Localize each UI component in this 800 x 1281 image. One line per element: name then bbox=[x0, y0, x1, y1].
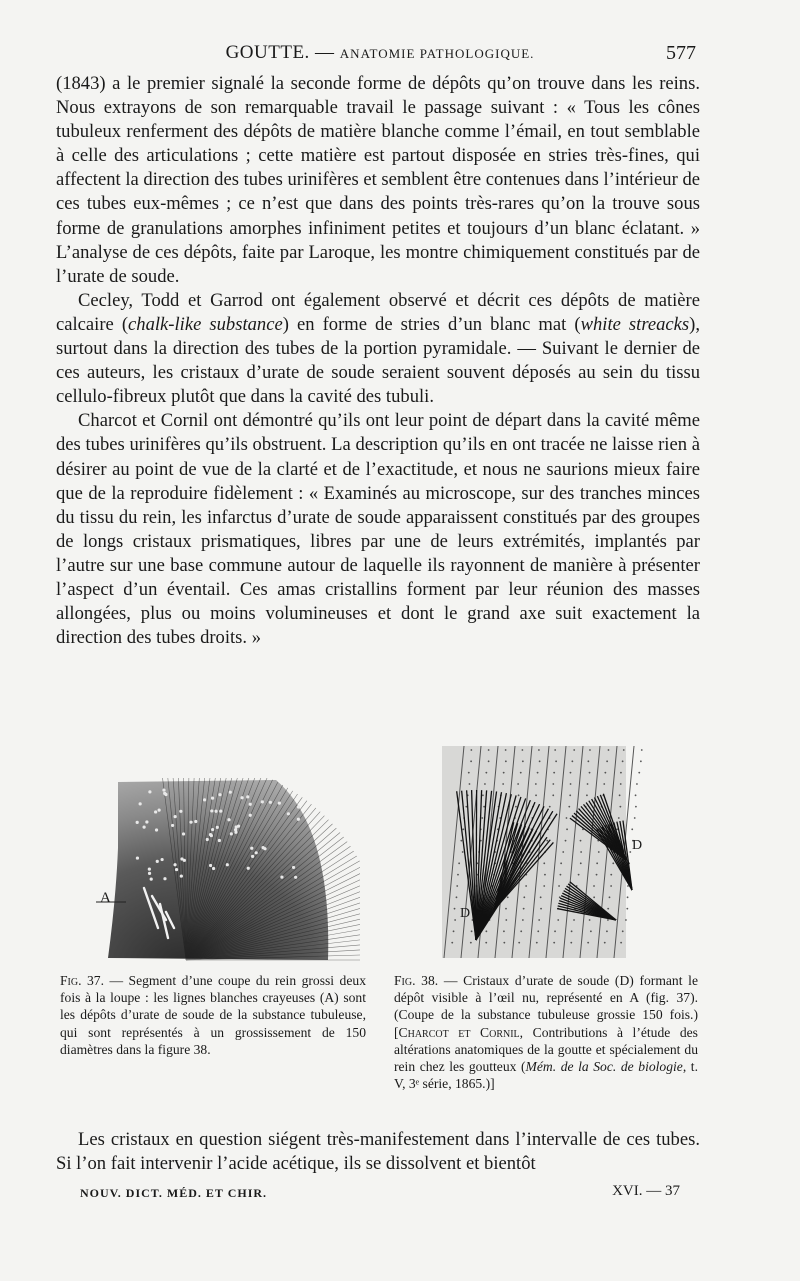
text-run: (1843) a le premier signalé la seconde forme de dépôts qu’on trouve dans les reins. Nous extrayons de son remarquable travail le passage suivant : « Tous les cônes tubuleux renferment des dépôts de matière blanche comme l’émail, en tout semblable à celle des articulations ; cette matière est partout disposée en stries très-fines, qui affectent la direction des tubes urinifères et semblent être contenues dans l’intérieur de ces tubes eux-mêmes ; ce n’est que dans des points très-rares qu’on la trouve sous forme de granulations amorphes infiniment petites et toujours d’un blanc éclatant. » L’analyse de ces dépôts, faite par Laroque, les montre chimiquement constitués par de l’urate de soude. bbox=[56, 73, 700, 287]
text-run: , t. V, 3ᵉ série, 1865.)] bbox=[394, 1059, 698, 1092]
running-header bbox=[60, 42, 700, 66]
body-text-top bbox=[56, 72, 700, 650]
figure-38-caption bbox=[394, 972, 698, 1092]
figure-38-label-d-right: D bbox=[632, 838, 643, 853]
italic-text: chalk-like substance bbox=[128, 313, 283, 335]
small-caps-text: Fig. 37. bbox=[60, 973, 104, 988]
kidney-segment-illustration bbox=[96, 778, 360, 962]
text-run: Cecley, Todd et Garrod ont également observé et décrit ces dépôts de matière calcaire ( bbox=[56, 289, 700, 335]
paragraph bbox=[56, 289, 700, 409]
running-title-main: GOUTTE. — bbox=[225, 42, 335, 63]
footer-sheet-number: XVI. — 37 bbox=[612, 1183, 680, 1199]
italic-text: Mém. de la Soc. de biologie bbox=[525, 1059, 683, 1075]
figure-37-label-a: A bbox=[100, 890, 111, 906]
text-run: — Cristaux d’urate de soude (D) formant le dépôt visible à l’œil nu, représenté en A (fig. 37). (Coupe de la substance tubuleuse grossie 150 fois.) [ bbox=[394, 973, 698, 1040]
paragraph bbox=[56, 1128, 700, 1176]
figure-38-label-d-left: D bbox=[460, 906, 471, 921]
italic-text: white streacks bbox=[580, 313, 690, 335]
text-run: Les cristaux en question siégent très-manifestement dans l’intervalle de ces tubes. Si l’on fait intervenir l’acide acétique, ils se dissolvent et bientôt bbox=[56, 1129, 700, 1175]
small-caps-text: Charcot et Cornil bbox=[398, 1024, 520, 1040]
running-title bbox=[60, 42, 700, 64]
text-run: , Contributions à l’étude des altérations anatomiques de la goutte et spécialement du rein chez les goutteux ( bbox=[394, 1024, 698, 1075]
text-run: ) en forme de stries d’un blanc mat ( bbox=[282, 313, 581, 335]
page-footer bbox=[80, 1183, 680, 1203]
text-run: — Segment d’une coupe du rein grossi deux fois à la loupe : les lignes blanches crayeuses (A) sont les dépôts d’urate de soude de la substance tubuleuse, qui sont représentés à un grossissement de 150 diamètres dans la figure 38. bbox=[60, 973, 366, 1057]
figure-37-caption bbox=[60, 972, 366, 1058]
text-run: Charcot et Cornil ont démontré qu’ils ont leur point de départ dans la cavité même des tubes urinifères qu’ils obstruent. La description qu’ils en ont tracée ne laisse rien à désirer au point de vue de la clarté et de l’exactitude, et nous ne saurions mieux faire que de la reproduire fidèlement : « Examinés au microscope, sur des tranches minces du tissu du rein, les infarctus d’urate de soude apparaissent constitués par des groupes de longs cristaux prismatiques, libres par une de leurs extrémités, implantés par l’autre sur une base commune autour de laquelle ils rayonnent de manière à présenter l’aspect d’un éventail. Ces amas cristallins forment par leur réunion des masses allongées, plus ou moins volumineuses et dont le grand axe suit exactement la direction des tubes droits. » bbox=[56, 410, 700, 649]
urate-crystals-illustration bbox=[436, 740, 698, 964]
small-caps-text: Fig. 38. bbox=[394, 973, 439, 988]
figure-38 bbox=[436, 740, 698, 964]
paragraph bbox=[56, 409, 700, 650]
footer-signature: NOUV. DICT. MÉD. ET CHIR. bbox=[80, 1186, 268, 1200]
body-text-bottom bbox=[56, 1128, 700, 1176]
running-title-section: ANATOMIE PATHOLOGIQUE. bbox=[339, 46, 535, 61]
page-number: 577 bbox=[666, 42, 696, 64]
figure-37 bbox=[96, 778, 360, 962]
text-run: ), surtout dans la direction des tubes de la portion pyramidale. — Suivant le dernier de ces auteurs, les cristaux d’urate de soude seraient souvent déposés au sein du tissu cellulo-fibreux plutôt que dans la cavité des tubuli. bbox=[56, 313, 701, 408]
paragraph bbox=[56, 72, 700, 289]
